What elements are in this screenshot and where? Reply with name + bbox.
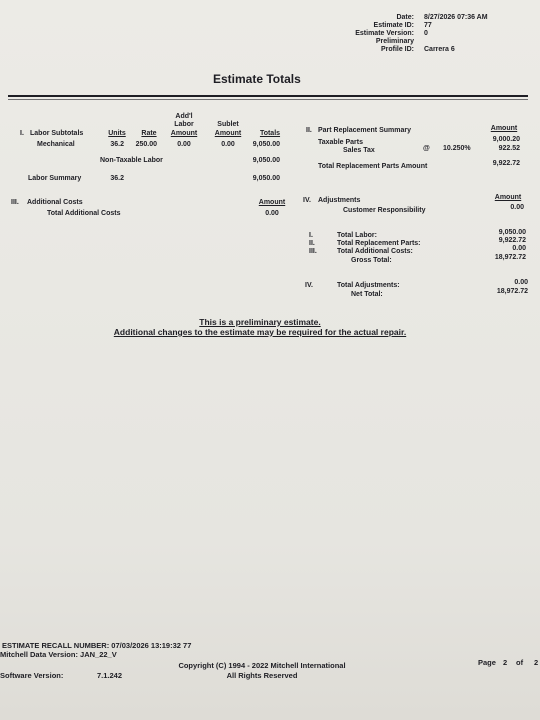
adjustments-label: Adjustments [318, 197, 361, 204]
page-number: 2 [503, 658, 508, 667]
customer-responsibility-label: Customer Responsibility [343, 207, 426, 214]
total-additional-value: 0.00 [265, 210, 279, 217]
mechanical-rate: 250.00 [135, 141, 157, 148]
software-version-value: 7.1.242 [97, 671, 123, 680]
taxable-parts-label: Taxable Parts [318, 139, 364, 146]
preliminary-notice: This is a preliminary estimate. [199, 317, 321, 327]
estimate-id-label: Estimate ID: [373, 22, 414, 29]
sales-tax-rate: 10.250% [443, 145, 471, 152]
totals-col-header: Totals [259, 130, 281, 137]
estimate-version-value: 0 [424, 30, 428, 37]
customer-responsibility-value: 0.00 [510, 204, 524, 211]
page-of: of [516, 658, 524, 667]
labor-summary-label: Labor Summary [28, 175, 82, 182]
estimate-recall-number: ESTIMATE RECALL NUMBER: 07/03/2026 13:19:32 77 [2, 641, 192, 650]
profile-id-value: Carrera 6 [424, 46, 455, 53]
rights-notice: All Rights Reserved [226, 671, 298, 680]
additional-costs-label: Additional Costs [27, 199, 83, 206]
estimate-status: Preliminary [375, 38, 414, 45]
additional-section-number: III. [11, 199, 19, 206]
net-total-value: 18,972.72 [496, 288, 528, 295]
addl-col-header-2: Labor [174, 121, 194, 128]
units-col-header: Units [108, 130, 126, 137]
parts-section-number: II. [306, 127, 312, 134]
additional-amount-header: Amount [258, 199, 286, 206]
total-parts-value: 9,922.72 [492, 160, 520, 167]
adjustments-section-number: IV. [303, 197, 311, 204]
rate-col-header: Rate [141, 130, 157, 137]
total-adjustments-label: Total Adjustments: [337, 282, 400, 289]
page-title: Estimate Totals [213, 72, 301, 86]
non-taxable-label: Non-Taxable Labor [100, 157, 163, 164]
mitchell-data-version: Mitchell Data Version: JAN_22_V [0, 650, 117, 659]
mechanical-sublet: 0.00 [221, 141, 235, 148]
mechanical-label: Mechanical [37, 141, 75, 148]
labor-section-number: I. [20, 130, 24, 137]
additional-changes-notice: Additional changes to the estimate may be required for the actual repair. [113, 327, 407, 337]
estimate-id-value: 77 [424, 22, 432, 29]
total-adjustments-value: 0.00 [514, 279, 528, 286]
parts-amount-header: Amount [490, 125, 518, 132]
summary-total-labor-value: 9,050.00 [498, 229, 526, 236]
addl-col-header-1: Add'l [175, 113, 193, 120]
mechanical-units: 36.2 [110, 141, 124, 148]
parts-summary-label: Part Replacement Summary [318, 127, 411, 134]
taxable-parts-value: 9,000.20 [492, 136, 520, 143]
summary-additional-label: Total Additional Costs: [337, 248, 413, 255]
gross-total-value: 18,972.72 [494, 254, 526, 261]
labor-summary-total: 9,050.00 [252, 175, 280, 182]
sales-tax-value: 922.52 [498, 145, 520, 152]
summary-num-1: I. [309, 232, 313, 239]
page-total: 2 [534, 658, 539, 667]
page-label: Page [478, 658, 496, 667]
summary-num-2: II. [309, 240, 315, 247]
summary-num-3: III. [309, 248, 317, 255]
estimate-version-label: Estimate Version: [355, 30, 414, 37]
addl-col-header-3: Amount [170, 130, 198, 137]
summary-additional-value: 0.00 [512, 245, 526, 252]
total-parts-label: Total Replacement Parts Amount [318, 163, 428, 170]
copyright-notice: Copyright (C) 1994 - 2022 Mitchell International [178, 661, 346, 670]
date-value: 8/27/2026 07:36 AM [424, 14, 488, 21]
title-divider-thin [8, 99, 528, 100]
sales-tax-label: Sales Tax [343, 147, 375, 154]
summary-total-parts-value: 9,922.72 [498, 237, 526, 244]
total-additional-label: Total Additional Costs [47, 210, 121, 217]
adjustments-amount-header: Amount [494, 194, 522, 201]
sales-tax-at: @ [423, 145, 430, 152]
summary-total-labor-label: Total Labor: [337, 232, 377, 239]
labor-subtotals-label: Labor Subtotals [30, 130, 84, 137]
labor-summary-units: 36.2 [110, 175, 124, 182]
non-taxable-value: 9,050.00 [252, 157, 280, 164]
title-divider [8, 95, 528, 97]
summary-num-4: IV. [305, 282, 313, 289]
gross-total-label: Gross Total: [351, 257, 392, 264]
software-version-label: Software Version: [0, 671, 64, 680]
sublet-col-header-2: Amount [214, 130, 242, 137]
mechanical-addl: 0.00 [177, 141, 191, 148]
profile-id-label: Profile ID: [380, 46, 414, 53]
summary-total-parts-label: Total Replacement Parts: [337, 240, 421, 247]
net-total-label: Net Total: [351, 291, 383, 298]
mechanical-total: 9,050.00 [252, 141, 280, 148]
sublet-col-header-1: Sublet [217, 121, 239, 128]
date-label: Date: [396, 14, 414, 21]
